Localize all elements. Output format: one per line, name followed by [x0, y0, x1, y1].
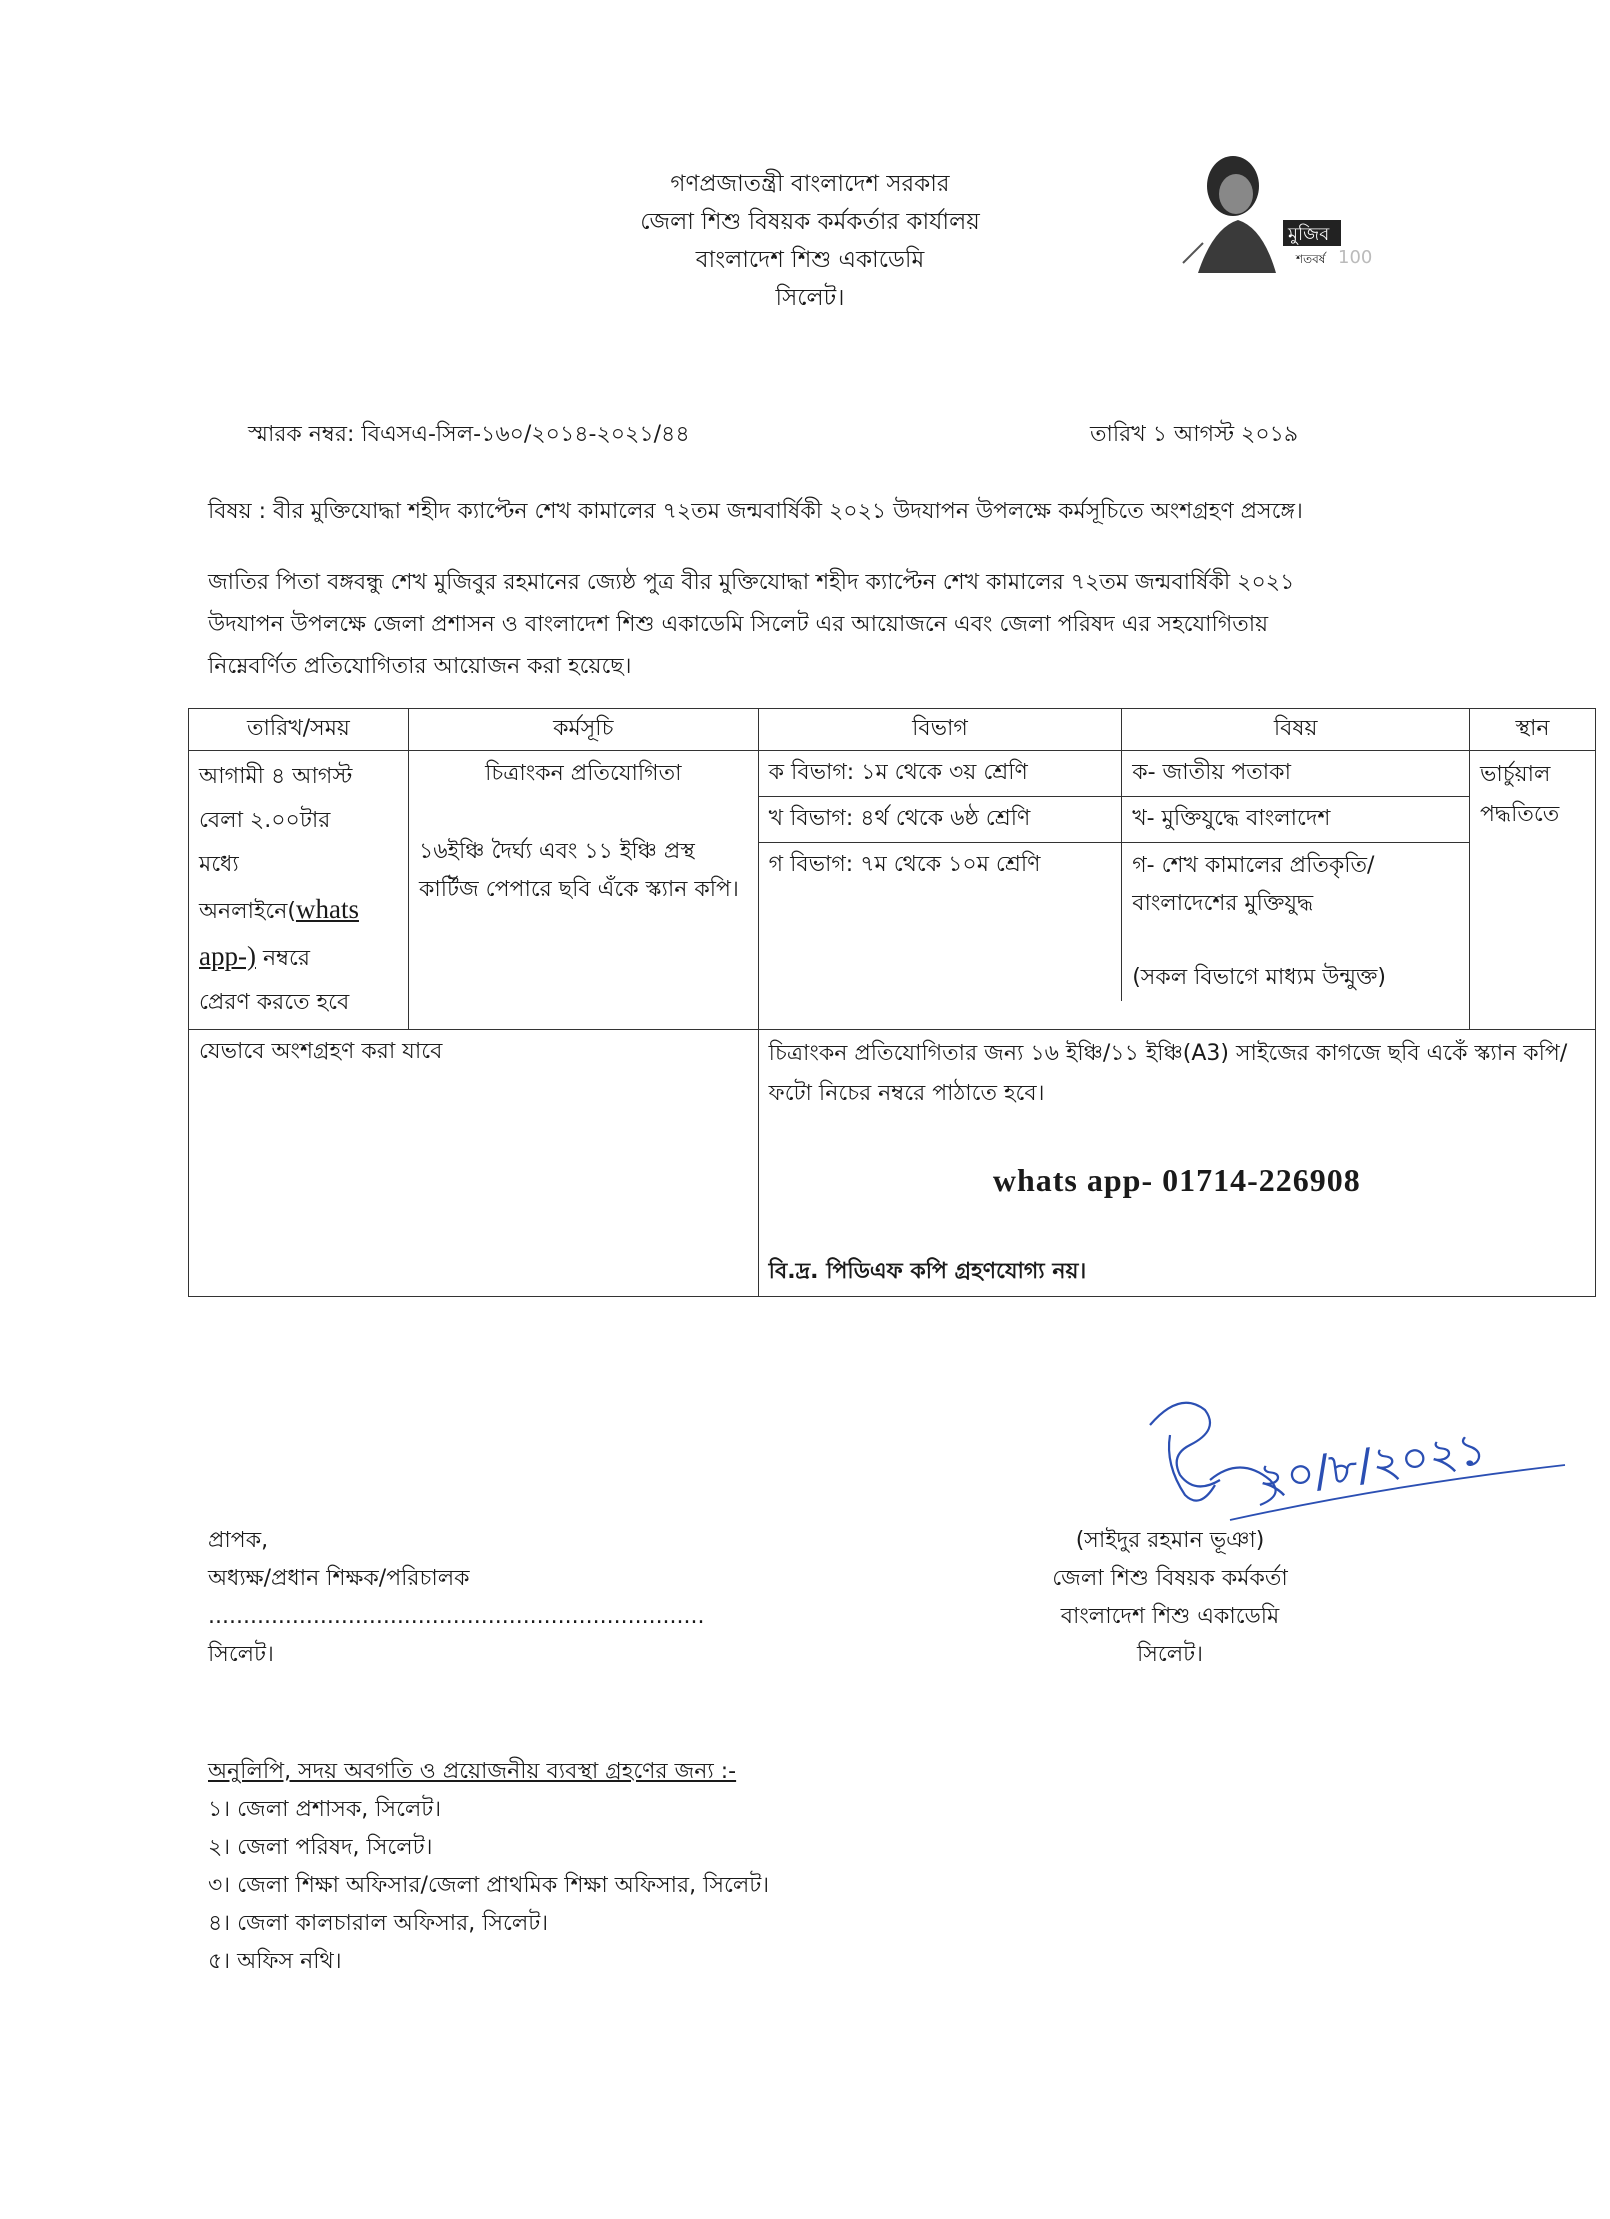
program-cell: [408, 751, 758, 1030]
office-city: সিলেট।: [775, 285, 845, 311]
copies-block: [208, 1753, 769, 1981]
list-item: ১। জেলা প্রশাসক, সিলেট।: [208, 1797, 442, 1822]
office-name: জেলা শিশু বিষয়ক কর্মকর্তার কার্যালয়: [640, 209, 980, 235]
copies-heading: অনুলিপি, সদয় অবগতি ও প্রয়োজনীয় ব্যবস্থা গ্রহণের জন্য :-: [208, 1759, 737, 1784]
how-label-cell: যেভাবে অংশগ্রহণ করা যাবে: [189, 1030, 759, 1297]
col-header-topic: বিষয়: [1122, 709, 1470, 751]
how-text-cell: [758, 1030, 1595, 1297]
division-topic-cell: [758, 751, 1469, 1030]
signature-image: [1110, 1385, 1570, 1535]
program-title: চিত্রাংকন প্রতিযোগিতা: [485, 761, 682, 786]
signer-block: [1020, 1522, 1320, 1674]
mujib-centenary-logo: [1178, 138, 1373, 278]
svg-text:মুজিব: মুজিব: [1288, 224, 1330, 245]
col-header-program: কর্মসূচি: [408, 709, 758, 751]
memo-number: স্মারক নম্বর: বিএসএ-সিল-১৬০/২০১৪-২০২১/৪৪: [248, 422, 690, 447]
subject-line: বিষয় : বীর মুক্তিযোদ্ধা শহীদ ক্যাপ্টেন শেখ কামালের ৭২তম জন্মবার্ষিকী ২০২১ উদযাপন উপলক্ষে কর্মসূচিতে অংশগ্রহণ প্রসঙ্গে।: [208, 499, 1303, 524]
col-header-venue: স্থান: [1470, 709, 1596, 751]
signer-city: সিলেট।: [1137, 1642, 1203, 1667]
table-row: [189, 751, 1596, 1030]
svg-text:২০/৮/২০২১: ২০/৮/২০২১: [1254, 1423, 1490, 1506]
list-item: ৪। জেলা কালচারাল অফিসার, সিলেট।: [208, 1911, 549, 1936]
how-text: চিত্রাংকন প্রতিযোগিতার জন্য ১৬ ইঞ্চি/১১ ইঞ্চি(A3) সাইজের কাগজে ছবি একেঁ স্ক্যান কপি/ফটো নিচের নম্বরে পাঠাতে হবে।: [768, 1041, 1568, 1106]
whatsapp-link-cont[interactable]: app-): [199, 941, 256, 971]
datetime-cell: আগামী ৪ আগস্ট বেলা ২.০০টার মধ্যে অনলাইনে(whats app-) নম্বরে প্রেরণ করতে হবে: [189, 751, 409, 1030]
letter-date: তারিখ ১ আগস্ট ২০১৯: [1090, 422, 1299, 447]
list-item: ২। জেলা পরিষদ, সিলেট।: [208, 1835, 433, 1860]
svg-text:শতবর্ষ: শতবর্ষ: [1296, 252, 1326, 266]
topic-c-cell: [1122, 843, 1469, 1002]
list-item: ৫। অফিস নথি।: [208, 1949, 342, 1974]
program-description: ১৬ইঞ্চি দৈর্ঘ্য এবং ১১ ইঞ্চি প্রস্থ কার্টিজ পেপারে ছবি এঁকে স্ক্যান কপি।: [418, 839, 739, 902]
venue-cell: ভার্চুয়াল পদ্ধতিতে: [1470, 751, 1596, 1030]
col-header-division: বিভাগ: [758, 709, 1122, 751]
list-item: ৩। জেলা শিক্ষা অফিসার/জেলা প্রাথমিক শিক্ষা অফিসার, সিলেট।: [208, 1873, 770, 1898]
intro-paragraph: জাতির পিতা বঙ্গবন্ধু শেখ মুজিবুর রহমানের জ্যেষ্ঠ পুত্র বীর মুক্তিযোদ্ধা শহীদ ক্যাপ্টেন শেখ কামালের ৭২তম জন্মবার্ষিকী ২০২১ উদযাপন উপলক্ষে জেলা প্রশাসন ও বাংলাদেশ শিশু একাডেমি সিলেট এর আয়োজনে এবং জেলা পরিষদ এর সহযোগিতায় নিম্নেবর্ণিত প্রতিযোগিতার আয়োজন করা হয়েছে।: [208, 570, 1295, 679]
topic-c: গ- শেখ কামালের প্রতিকৃতি/ বাংলাদেশের মুক্তিযুদ্ধ: [1132, 853, 1375, 916]
organization-name: বাংলাদেশ শিশু একাডেমি: [695, 247, 925, 273]
topic-b: খ- মুক্তিযুদ্ধে বাংলাদেশ: [1122, 797, 1469, 843]
division-b: খ বিভাগ: ৪র্থ থেকে ৬ষ্ঠ শ্রেণি: [759, 797, 1122, 843]
whatsapp-link[interactable]: whats: [295, 894, 359, 924]
topic-a: ক- জাতীয় পতাকা: [1122, 751, 1469, 797]
signer-name: (সাইদুর রহমান ভূঞা): [1075, 1528, 1265, 1553]
division-c: গ বিভাগ: ৭ম থেকে ১০ম শ্রেণি: [759, 843, 1122, 1002]
signer-title: জেলা শিশু বিষয়ক কর্মকর্তা: [1052, 1566, 1288, 1591]
whatsapp-number: whats app- 01714-226908: [992, 1162, 1361, 1198]
pdf-note: বি.দ্র. পিডিএফ কপি গ্রহণযোগ্য নয়।: [768, 1259, 1087, 1284]
topic-note: (সকল বিভাগে মাধ্যম উন্মুক্ত): [1132, 965, 1386, 990]
program-table: [188, 708, 1596, 1297]
recipient-block: প্রাপক, অধ্যক্ষ/প্রধান শিক্ষক/পরিচালক ....................................................................... সিলেট।: [208, 1528, 705, 1667]
letterhead: [600, 165, 1020, 317]
svg-text:100: 100: [1338, 247, 1373, 268]
table-row: [189, 1030, 1596, 1297]
col-header-datetime: তারিখ/সময়: [189, 709, 409, 751]
signer-org: বাংলাদেশ শিশু একাডেমি: [1060, 1604, 1280, 1629]
table-header-row: [189, 709, 1596, 751]
division-a: ক বিভাগ: ১ম থেকে ৩য় শ্রেণি: [759, 751, 1122, 797]
govt-name: গণপ্রজাতন্ত্রী বাংলাদেশ সরকার: [670, 171, 950, 197]
